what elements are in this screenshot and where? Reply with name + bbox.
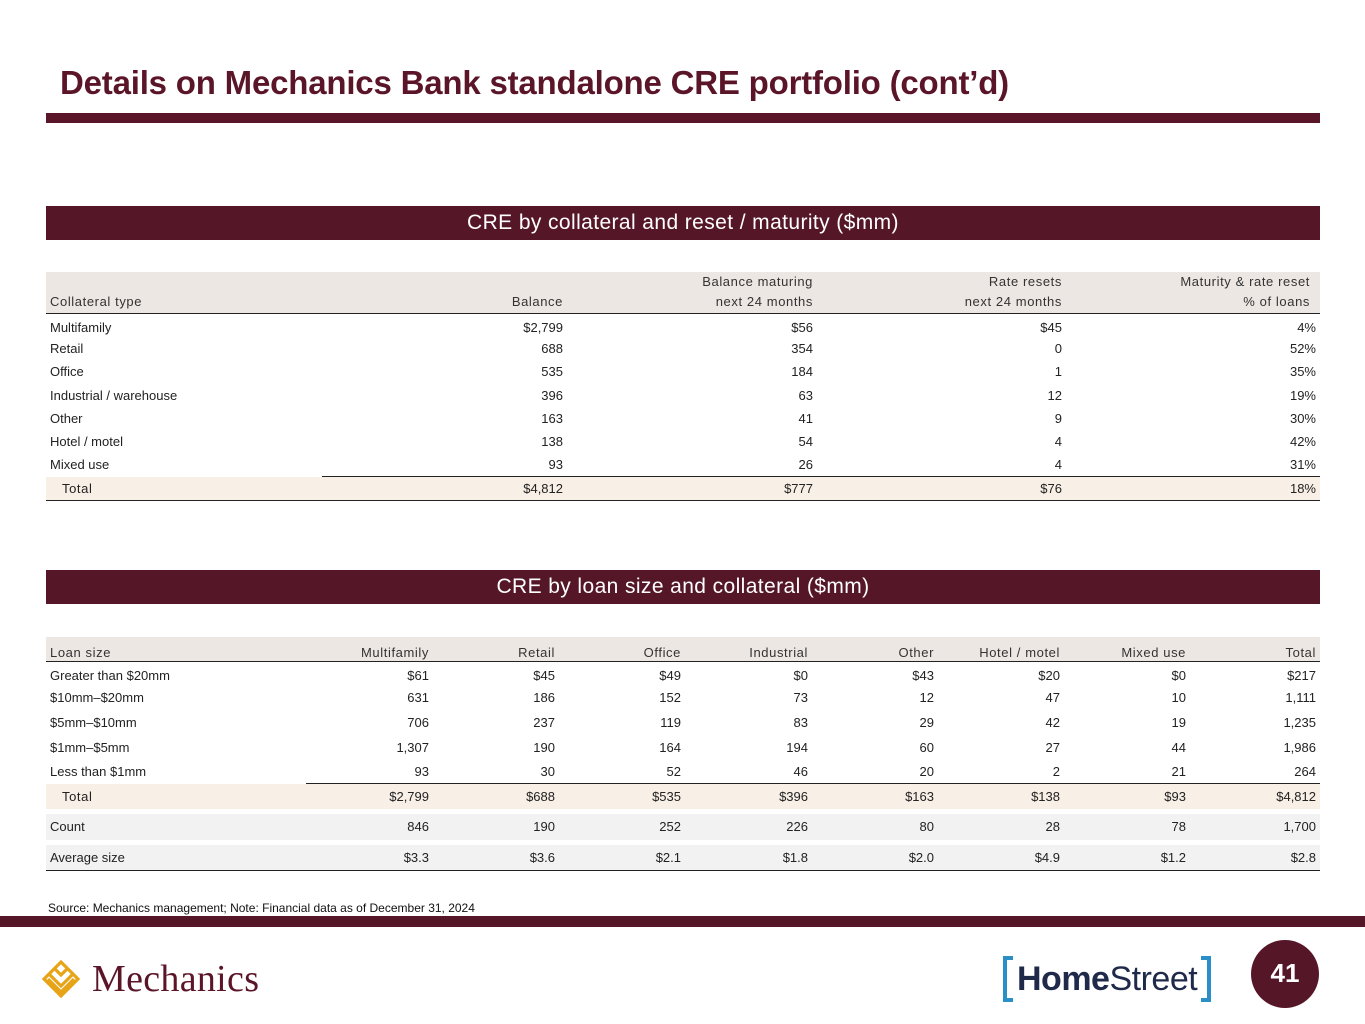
cell: $4.9 <box>938 845 1064 871</box>
cell: $45 <box>1040 319 1062 335</box>
cell: 73 <box>793 690 808 706</box>
cell: 44 <box>1171 739 1186 755</box>
cell: 20 <box>919 763 934 779</box>
table-header-row <box>46 637 1320 661</box>
cell: 4 <box>1054 434 1062 450</box>
cell: $61 <box>407 668 429 684</box>
cell: 12 <box>1047 387 1062 403</box>
cell: 83 <box>793 714 808 730</box>
cell: Retail <box>50 340 84 356</box>
mechanics-logo <box>40 957 259 1001</box>
collateral-table <box>46 272 1320 501</box>
cell: Multifamily <box>50 319 112 335</box>
cell: 42 <box>1045 714 1060 730</box>
cell: $688 <box>433 784 559 809</box>
cell: $217 <box>1287 668 1316 684</box>
cell: Hotel / motel <box>50 434 123 450</box>
cell: Greater than $20mm <box>50 668 170 684</box>
cell: $3.3 <box>306 845 433 871</box>
cell: 190 <box>533 739 555 755</box>
table-row <box>46 710 1320 735</box>
cell: 138 <box>541 434 563 450</box>
cell: 1,986 <box>1283 739 1316 755</box>
cell: $2.0 <box>812 845 938 871</box>
col-header-collateral-type: Collateral type <box>46 272 322 314</box>
cell: 18% <box>1066 477 1320 501</box>
cell: 41 <box>798 410 813 426</box>
cell: 30 <box>540 763 555 779</box>
cell: 9 <box>1054 410 1062 426</box>
cell: $4,812 <box>1190 784 1320 809</box>
cell: 688 <box>541 340 563 356</box>
cell: $56 <box>791 319 813 335</box>
cell: 184 <box>791 364 813 380</box>
count-label: Count <box>46 814 306 840</box>
homestreet-logo <box>1003 956 1211 1002</box>
bracket-right-icon <box>1201 956 1211 1002</box>
cell: 28 <box>938 814 1064 840</box>
cell: 46 <box>793 763 808 779</box>
cell: $49 <box>659 668 681 684</box>
table-row <box>46 407 1320 430</box>
col-header-industrial: Industrial <box>685 637 812 661</box>
table-header-row <box>46 272 1320 314</box>
cell: $45 <box>533 668 555 684</box>
cell: 190 <box>433 814 559 840</box>
cell: 706 <box>407 714 429 730</box>
cell: $3.6 <box>433 845 559 871</box>
cell: 152 <box>659 690 681 706</box>
table-row <box>46 759 1320 784</box>
cell: 93 <box>548 457 563 473</box>
cell: 78 <box>1064 814 1190 840</box>
table-row <box>46 735 1320 760</box>
cell: $2,799 <box>523 319 563 335</box>
cell: 846 <box>306 814 433 840</box>
cell: $2.8 <box>1190 845 1320 871</box>
cell: $2.1 <box>559 845 685 871</box>
table-row <box>46 686 1320 711</box>
cell: 42% <box>1289 434 1316 450</box>
cell: $1.8 <box>685 845 812 871</box>
cell: 237 <box>533 714 555 730</box>
total-row <box>46 784 1320 809</box>
cell: 396 <box>541 387 563 403</box>
col-header-rate-resets: Rate resets next 24 months <box>817 272 1066 314</box>
cell: 1,700 <box>1190 814 1320 840</box>
cell: 54 <box>798 434 813 450</box>
cell: 27 <box>1045 739 1060 755</box>
loan-size-table <box>46 637 1320 871</box>
cell: $163 <box>812 784 938 809</box>
cell: 354 <box>791 340 813 356</box>
average-row <box>46 845 1320 871</box>
cell: 264 <box>1294 763 1316 779</box>
cell: 10 <box>1171 690 1186 706</box>
average-label: Average size <box>46 845 306 871</box>
cell: 1,235 <box>1283 714 1316 730</box>
cell: 186 <box>533 690 555 706</box>
cell: Other <box>50 410 83 426</box>
cell: 52% <box>1289 340 1316 356</box>
cell: $43 <box>912 668 934 684</box>
col-header-total: Total <box>1190 637 1320 661</box>
cell: 60 <box>919 739 934 755</box>
cell: 80 <box>812 814 938 840</box>
cell: $1mm–$5mm <box>50 739 130 755</box>
col-header-other: Other <box>812 637 938 661</box>
cell: 4% <box>1297 319 1316 335</box>
col-header-maturity-rate-reset: Maturity & rate reset % of loans <box>1066 272 1320 314</box>
cell: 30% <box>1289 410 1316 426</box>
cell: 1,111 <box>1285 690 1316 706</box>
cell: 21 <box>1171 763 1186 779</box>
cell: 12 <box>919 690 934 706</box>
cell: Less than $1mm <box>50 764 147 780</box>
mechanics-emblem-icon <box>40 958 82 1000</box>
cell: 119 <box>660 714 681 730</box>
cell: 93 <box>414 763 429 779</box>
cell: $138 <box>938 784 1064 809</box>
cell: $396 <box>685 784 812 809</box>
footer-divider <box>0 916 1365 927</box>
col-header-multifamily: Multifamily <box>306 637 433 661</box>
section-header-collateral: CRE by collateral and reset / maturity ($mm) <box>46 206 1320 240</box>
cell: 52 <box>666 763 681 779</box>
page-title: Details on Mechanics Bank standalone CRE portfolio (cont’d) <box>60 64 1009 101</box>
cell: 194 <box>786 739 808 755</box>
cell: $777 <box>567 477 817 501</box>
cell: $0 <box>793 668 808 684</box>
cell: $0 <box>1171 668 1186 684</box>
col-header-mixed-use: Mixed use <box>1064 637 1190 661</box>
cell: 252 <box>559 814 685 840</box>
cell: $76 <box>817 477 1066 501</box>
col-header-balance-maturing: Balance maturing next 24 months <box>567 272 817 314</box>
cell: 535 <box>541 364 563 380</box>
table-row <box>46 314 1320 337</box>
cell: 26 <box>798 457 813 473</box>
total-row <box>46 477 1320 501</box>
cell: 163 <box>541 410 563 426</box>
cell: 0 <box>1054 340 1062 356</box>
cell: 1,307 <box>396 739 429 755</box>
cell: Industrial / warehouse <box>50 387 178 403</box>
cell: $535 <box>559 784 685 809</box>
count-row <box>46 814 1320 840</box>
col-header-office: Office <box>559 637 685 661</box>
table-row <box>46 661 1320 686</box>
cell: $4,812 <box>322 477 567 501</box>
mechanics-wordmark: Mechanics <box>92 958 260 1000</box>
cell: 1 <box>1054 364 1062 380</box>
col-header-loan-size: Loan size <box>46 637 306 661</box>
table-row <box>46 383 1320 406</box>
cell: 2 <box>1052 763 1060 779</box>
cell: 226 <box>685 814 812 840</box>
cell: Office <box>50 364 84 380</box>
homestreet-wordmark: HomeStreet <box>1017 959 1198 998</box>
table-row <box>46 453 1320 476</box>
table-row <box>46 337 1320 360</box>
cell: 19 <box>1171 714 1186 730</box>
cell: 164 <box>659 739 681 755</box>
section-header-loan-size: CRE by loan size and collateral ($mm) <box>46 570 1320 604</box>
cell: 29 <box>919 714 934 730</box>
title-divider <box>46 113 1320 123</box>
source-note: Source: Mechanics management; Note: Financial data as of December 31, 2024 <box>48 901 475 915</box>
col-header-hotel-motel: Hotel / motel <box>938 637 1064 661</box>
cell: $2,799 <box>306 784 433 809</box>
cell: $5mm–$10mm <box>50 714 137 730</box>
cell: 47 <box>1045 690 1060 706</box>
cell: 63 <box>798 387 813 403</box>
bracket-left-icon <box>1003 956 1013 1002</box>
page-number: 41 <box>1251 940 1319 1008</box>
cell: $10mm–$20mm <box>50 690 144 706</box>
table-row <box>46 430 1320 453</box>
col-header-retail: Retail <box>433 637 559 661</box>
cell: 631 <box>407 690 429 706</box>
col-header-balance: Balance <box>322 272 567 314</box>
total-label: Total <box>46 784 306 809</box>
table-row <box>46 360 1320 383</box>
cell: 35% <box>1289 364 1316 380</box>
cell: $93 <box>1064 784 1190 809</box>
cell: 31% <box>1289 457 1316 473</box>
cell: 4 <box>1054 457 1062 473</box>
cell: Mixed use <box>50 457 110 473</box>
cell: $20 <box>1038 668 1060 684</box>
cell: 19% <box>1289 387 1316 403</box>
cell: $1.2 <box>1064 845 1190 871</box>
total-label: Total <box>46 477 322 501</box>
